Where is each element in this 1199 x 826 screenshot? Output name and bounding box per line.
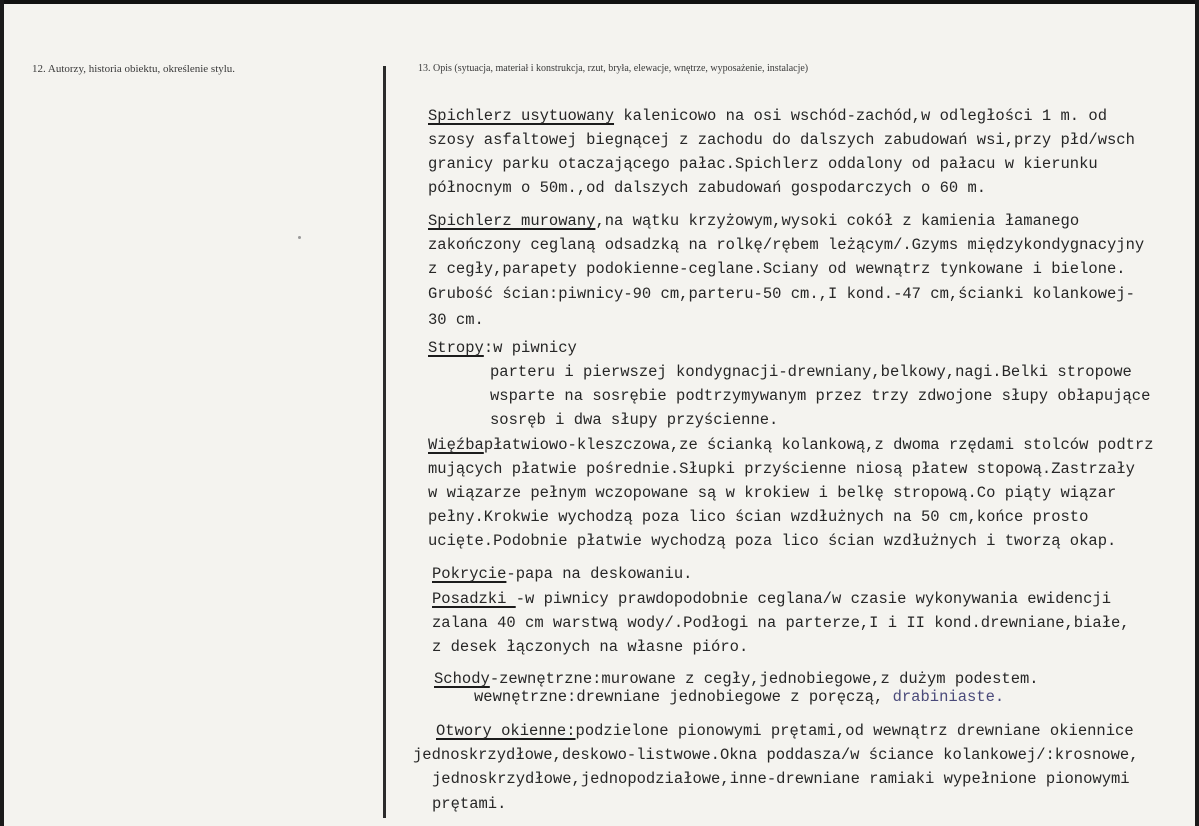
text-line [474, 688, 1004, 706]
text-segment: podzielone pionowymi prętami,od wewnątrz drewniane okiennice [575, 722, 1134, 740]
section-heading-location: Spichlerz usytuowany [428, 107, 615, 125]
text-segment: płatwiowo-kleszczowa,ze ścianką kolankową,z dwoma rzędami stolców podtrz [483, 436, 1154, 454]
page-left-edge [0, 0, 4, 826]
text-line: zalana 40 cm warstwą wody/.Podłogi na parterze,I i II kond.drewniane,białe, [432, 614, 1130, 632]
section-heading-ceilings: Stropy [428, 339, 484, 357]
text-line [432, 590, 1111, 608]
text-segment: -w piwnicy prawdopodobnie ceglana/w czasie wykonywania ewidencji [515, 590, 1112, 608]
text-line: z desek łączonych na własne pióro. [432, 638, 749, 656]
text-line: 30 cm. [428, 311, 484, 329]
added-note: drabiniaste. [892, 688, 1005, 706]
paper-speck [298, 236, 301, 239]
field-label-authors-history: 12. Autorzy, historia obiektu, określenie stylu. [32, 63, 236, 75]
field-label-description: 13. Opis (sytuacja, materiał i konstrukcja, rzut, bryła, elewacje, wnętrze, wyposażenie, instalacje) [418, 63, 809, 74]
page-right-edge [1195, 0, 1199, 826]
section-heading-roof-truss: Więźba [428, 436, 484, 454]
text-segment: :w piwnicy [483, 339, 577, 357]
text-line: pełny.Krokwie wychodzą poza lico ścian wzdłużnych na 50 cm,końce prosto [428, 508, 1089, 526]
section-heading-floors: Posadzki [432, 590, 516, 608]
text-segment: kalenicowo na osi wschód-zachód,w odległości 1 m. od [614, 107, 1108, 125]
text-line: ucięte.Podobnie płatwie wychodzą poza lico ścian wzdłużnych i tworzą okap. [428, 532, 1117, 550]
section-heading-windows: Otwory okienne: [436, 722, 576, 740]
text-line: zakończony ceglaną odsadzką na rolkę/rębem leżącym/.Gzyms międzykondygnacyjny [428, 236, 1145, 254]
text-line: prętami. [432, 795, 507, 813]
text-line: jednoskrzydłowe,jednopodziałowe,inne-drewniane ramiaki wypełnione pionowymi [432, 770, 1130, 788]
text-line [428, 436, 1154, 454]
text-line: granicy parku otaczającego pałac.Spichlerz oddalony od pałacu w kierunku [428, 155, 1098, 173]
text-line [428, 107, 1107, 125]
text-line [428, 339, 577, 357]
text-line: Grubość ścian:piwnicy-90 cm,parteru-50 cm.,I kond.-47 cm,ścianki kolankowej- [428, 285, 1135, 303]
text-line: mujących płatwie pośrednie.Słupki przyścienne niosą płatew stopową.Zastrzały [428, 460, 1135, 478]
text-line: w wiązarze pełnym wczopowane są w krokiew i belkę stropową.Co piąty wiązar [428, 484, 1117, 502]
text-line: szosy asfaltowej biegnącej z zachodu do dalszych zabudowań wsi,przy płd/wsch [428, 131, 1135, 149]
text-line: parteru i pierwszej kondygnacji-drewniany,belkowy,nagi.Belki stropowe [490, 363, 1132, 381]
text-segment: ,na wątku krzyżowym,wysoki cokół z kamienia łamanego [595, 212, 1080, 230]
section-heading-stairs: Schody [434, 670, 490, 688]
page-top-edge [0, 0, 1199, 4]
text-segment: -papa na deskowaniu. [506, 565, 693, 583]
section-heading-walls: Spichlerz murowany [428, 212, 596, 230]
section-heading-roofing: Pokrycie [432, 565, 507, 583]
text-line [428, 212, 1079, 230]
text-line [434, 670, 1039, 688]
text-segment: wewnętrzne:drewniane jednobiegowe z poręczą, [474, 688, 893, 706]
text-line: północnym o 50m.,od dalszych zabudowań gospodarczych o 60 m. [428, 179, 987, 197]
text-segment: -zewnętrzne:murowane z cegły,jednobiegowe,z dużym podestem. [489, 670, 1039, 688]
text-line [436, 722, 1134, 740]
text-line: sosręb i dwa słupy przyścienne. [490, 411, 779, 429]
text-line [432, 565, 692, 583]
text-line: z cegły,parapety podokienne-ceglane.Sciany od wewnątrz tynkowane i bielone. [428, 260, 1126, 278]
text-line: jednoskrzydłowe,deskowo-listwowe.Okna poddasza/w ściance kolankowej/:krosnowe, [413, 746, 1139, 764]
column-divider [383, 66, 386, 818]
text-line: wsparte na sosrębie podtrzymywanym przez trzy zdwojone słupy obłapujące [490, 387, 1151, 405]
